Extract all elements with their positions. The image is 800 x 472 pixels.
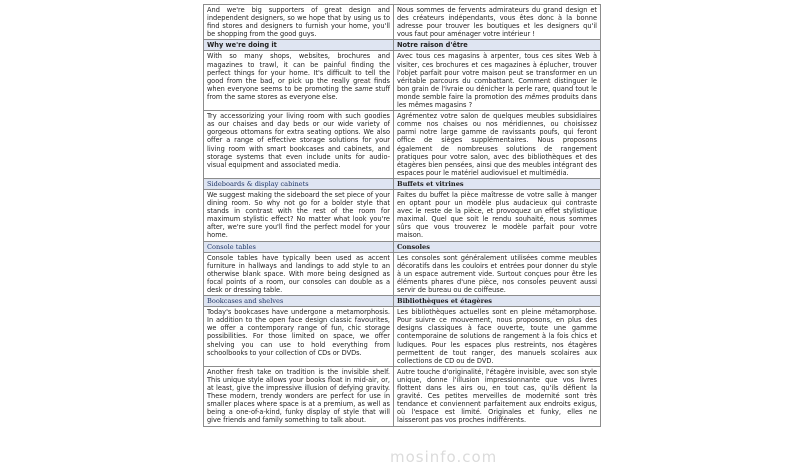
- english-cell: Today's bookcases have undergone a metamorphosis. In addition to the open face design classic favourites, we offer a contemporary range of fun, chic storage possibilities. For those limited on space, we offer shelving you can use to hold everything from schoolbooks to your collection of CDs or DVDs.: [204, 307, 394, 367]
- english-subheading: Console tables: [204, 241, 394, 252]
- english-cell: Another fresh take on tradition is the invisible shelf. This unique style allows your books float in mid-air, or, at least, give the impressive illusion of defying gravity. These modern, trendy wonders are perfect for use in smaller places where space is at a premium, as well as being a one-of-a-kind, funky display of style that will give friends and family something to talk about.: [204, 366, 394, 426]
- emphasis-text: mêmes: [524, 92, 550, 101]
- french-cell: Les bibliothèques actuelles sont en pleine métamorphose. Pour suivre ce mouvement, nous proposons, en plus des designs classiques à face ouverte, toute une gamme contemporaine de solutions de rangement à la fois chics et ludiques. Pour les espaces plus restreints, nos étagères permettent de tout ranger, des manuels scolaires aux collections de CD ou de DVD.: [394, 307, 601, 367]
- english-cell: Try accessorizing your living room with such goodies as our chaises and day beds or our wide variety of gorgeous ottomans for extra seating options. We also offer a range of effective storage solutions for your living room with smart bookcases and cabinets, and storage systems that even include units for audio-visual equipment and associated media.: [204, 111, 394, 179]
- french-cell: Les consoles sont généralement utilisées comme meubles décoratifs dans les couloirs et entrées pour donner du style à un espace autrement vide. Surtout conçues pour être les éléments phares d'une pièce, nos consoles peuvent aussi servir de bureau ou de coiffeuse.: [394, 252, 601, 295]
- section-heading-row: [204, 40, 601, 51]
- french-cell: Faites du buffet la pièce maîtresse de votre salle à manger en optant pour un modèle plus audacieux qui contraste avec le reste de la pièce, et provoquez un effet stylistique maximal. Quel que soit le rendu souhaité, nous sommes sûrs que vous trouverez le modèle parfait pour votre maison.: [394, 189, 601, 241]
- subheading-row-bookcases: [204, 296, 601, 307]
- watermark-text: mosinfo.com: [390, 448, 498, 466]
- sideboards-row: [204, 189, 601, 241]
- emphasis-text: same: [354, 84, 373, 93]
- french-subheading: Buffets et vitrines: [394, 178, 601, 189]
- intro-row: [204, 5, 601, 40]
- english-cell: Console tables have typically been used as accent furniture in hallways and landings to add style to an otherwise blank space. With more being designed as focal points of a room, our consoles can double as a desk or dressing table.: [204, 252, 394, 295]
- english-cell: With so many shops, websites, brochures and magazines to trawl, it can be painful finding the perfect things for your home. It's difficult to tell the good from the bad, or pick up the really great finds when everyone seems to be promoting the same stuff from the same stores as everyone else.: [204, 51, 394, 111]
- english-subheading: Sideboards & display cabinets: [204, 178, 394, 189]
- french-subheading: Consoles: [394, 241, 601, 252]
- french-cell: Autre touche d'originalité, l'étagère invisible, avec son style unique, donne l'illusion impressionnante que vos livres flottent dans les airs ou, en tout cas, qu'ils défient la gravité. Ces petites merveilles de modernité sont très tendance et conviennent parfaitement aux endroits exigus, où l'espace est limité. Originales et funky, elles ne laisseront pas vos proches indifférents.: [394, 366, 601, 426]
- living-room-row: [204, 111, 601, 179]
- french-subheading: Bibliothèques et étagères: [394, 296, 601, 307]
- english-cell: We suggest making the sideboard the set piece of your dining room. So why not go for a bolder style that stands in contrast with the rest of the room for maximum stylistic effect? No matter what look you're after, we're sure you'll find the perfect model for your home.: [204, 189, 394, 241]
- french-cell: Nous sommes de fervents admirateurs du grand design et des créateurs indépendants, vous êtes donc à la bonne adresse pour trouver les boutiques et les designers qu'il vous faut pour aménager votre intérieur !: [394, 5, 601, 40]
- why-paragraph-row: [204, 51, 601, 111]
- french-heading: Notre raison d'être: [394, 40, 601, 51]
- bilingual-translation-table: [203, 4, 601, 427]
- english-subheading: Bookcases and shelves: [204, 296, 394, 307]
- bookcases-row: [204, 307, 601, 367]
- invisible-shelf-row: [204, 366, 601, 426]
- console-row: [204, 252, 601, 295]
- french-cell: Agrémentez votre salon de quelques meubles subsidiaires comme nos chaises ou nos méridiennes, ou choisissez parmi notre large gamme de ravissants poufs, qui feront office de sièges supplémentaires. Nous proposons également de nombreuses solutions de rangement pratiques pour votre salon, avec des bibliothèques et des étagères bien pensées, ainsi que des meubles intégrant des espaces pour le matériel audiovisuel et multimédia.: [394, 111, 601, 179]
- english-cell: And we're big supporters of great design and independent designers, so we hope that by using us to find stores and designers to furnish your home, you'll be shopping from the good guys.: [204, 5, 394, 40]
- subheading-row-console: [204, 241, 601, 252]
- french-cell: Avec tous ces magasins à arpenter, tous ces sites Web à visiter, ces brochures et ces magazines à éplucher, trouver l'objet parfait pour votre maison peut se transformer en un véritable parcours du combattant. Comment distinguer le bon grain de l'ivraie ou dénicher la perle rare, quand tout le monde semble faire la promotion des mêmes produits dans les mêmes magasins ?: [394, 51, 601, 111]
- english-heading: Why we're doing it: [204, 40, 394, 51]
- subheading-row-sideboards: [204, 178, 601, 189]
